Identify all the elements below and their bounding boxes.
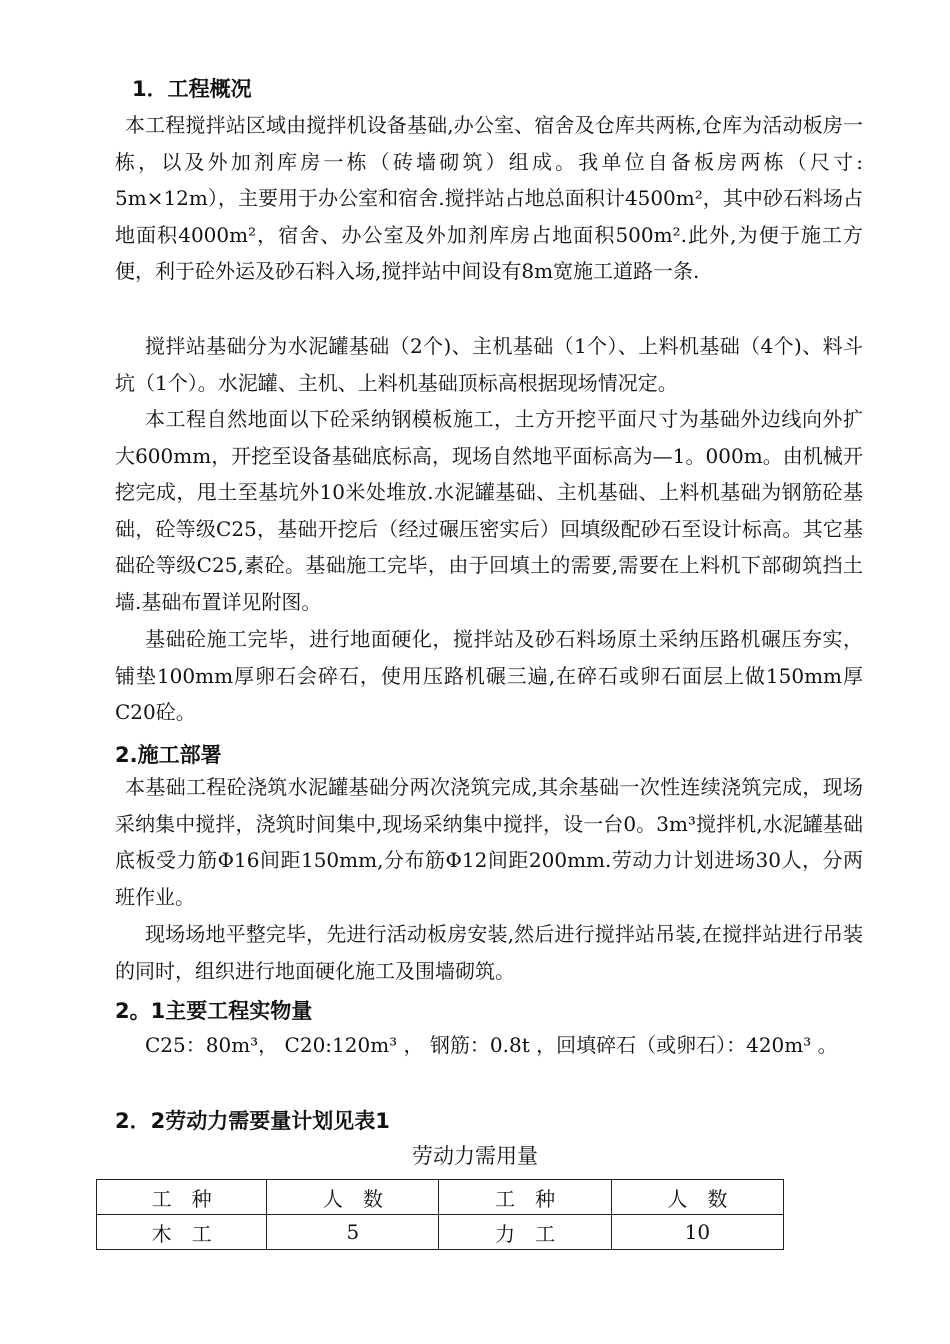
table-cell: 木 工 [97,1215,267,1250]
table-header-cell: 工 种 [97,1180,267,1215]
section-1-paragraph-1: 本工程搅拌站区域由搅拌机设备基础,办公室、宿舍及仓库共两栋,仓库为活动板房一栋，以及外加剂库房一栋（砖墙砌筑）组成。我单位自备板房两栋（尺寸: 5m×12m），主要用于办公室和宿舍.搅拌站占地总面积计4500m²，其中砂石料场占地面积4000m²，宿舍、办公室及外加剂库房占地面积500m².此外,为便于施工方便，利于砼外运及砂石料入场,搅拌站中间设有8m宽施工道路一条. [115,113,863,283]
table-caption: 劳动力需用量 [412,1144,538,1168]
table-header-cell: 人 数 [611,1180,783,1215]
section-1-title: 1．工程概况 [132,77,252,101]
table-cell: 10 [611,1215,783,1250]
section-2-1-paragraph: C25：80m³， C20:120m³ ， 钢筋：0.8t ，回填碎石（或卵石）：420m³ 。 [145,1033,838,1057]
table-header-cell: 人 数 [267,1180,439,1215]
section-2-paragraph-1: 本基础工程砼浇筑水泥罐基础分两次浇筑完成,其余基础一次性连续浇筑完成，现场采纳集中搅拌，浇筑时间集中,现场采纳集中搅拌，设一台0。3m³搅拌机,水泥罐基础底板受力筋Φ16间距150mm,分布筋Φ12间距200mm.劳动力计划进场30人，分两班作业。 [115,775,863,909]
labor-table [96,1179,784,1250]
section-1-paragraph-2: 搅拌站基础分为水泥罐基础（2个)、主机基础（1个）、上料机基础（4个)、料斗坑（1个）。水泥罐、主机、上料机基础顶标高根据现场情况定。 [115,334,863,395]
section-1-paragraph-4: 基础砼施工完毕，进行地面硬化，搅拌站及砂石料场原土采纳压路机碾压夯实，铺垫100mm厚卵石会碎石，使用压路机碾三遍,在碎石或卵石面层上做150mm厚C20砼。 [115,627,863,724]
table-header-cell: 工 种 [439,1180,611,1215]
table-row [97,1215,784,1250]
table-cell: 力 工 [439,1215,611,1250]
table-cell: 5 [267,1215,439,1250]
section-2-title: 2.施工部署 [115,743,222,767]
table-header-row [97,1180,784,1215]
section-2-paragraph-2: 现场场地平整完毕，先进行活动板房安装,然后进行搅拌站吊装,在搅拌站进行吊装的同时，组织进行地面硬化施工及围墙砌筑。 [115,922,863,983]
section-2-1-title: 2。1主要工程实物量 [115,999,313,1023]
section-1-paragraph-3: 本工程自然地面以下砼采纳钢模板施工，土方开挖平面尺寸为基础外边线向外扩大600mm，开挖至设备基础底标高，现场自然地平面标高为—1。000m。由机械开挖完成，甩土至基坑外10米处堆放.水泥罐基础、主机基础、上料机基础为钢筋砼基础，砼等级C25，基础开挖后（经过碾压密实后）回填级配砂石至设计标高。其它基础砼等级C25,素砼。基础施工完毕，由于回填土的需要,需要在上料机下部砌筑挡土墙.基础布置详见附图。 [115,407,863,614]
section-2-2-title: 2．2劳动力需要量计划见表1 [115,1109,390,1133]
